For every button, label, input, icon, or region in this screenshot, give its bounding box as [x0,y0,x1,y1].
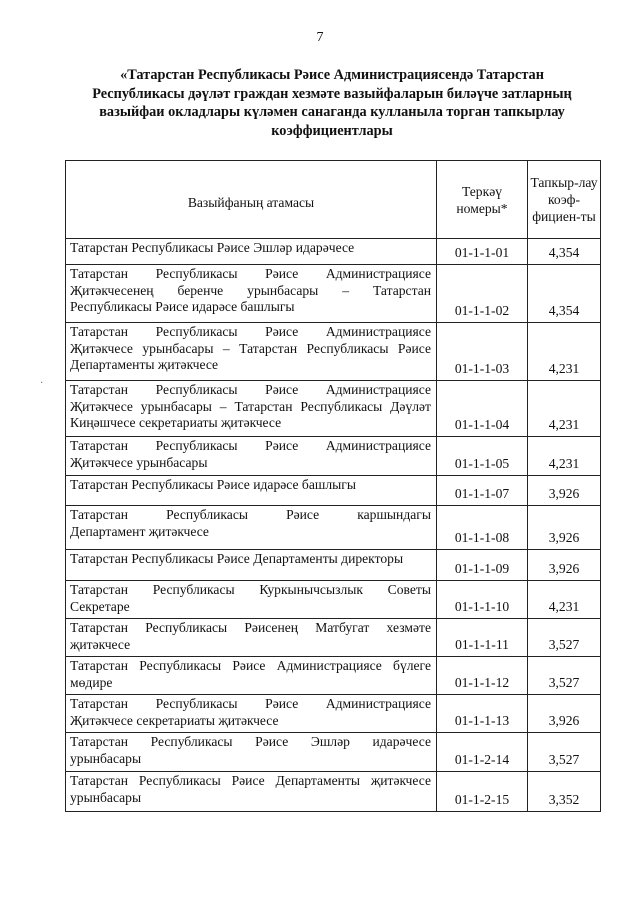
position-name-line: Секретаре [70,598,130,614]
table-row [66,476,601,506]
position-name-cell [66,506,437,550]
position-name-cell [66,239,437,265]
coefficient-cell: 3,527 [528,733,601,772]
title-line: вазыйфаи окладлары күләмен санаганда кулланыла торган тапкырлау [99,104,565,120]
table-row [66,657,601,695]
register-number-cell: 01-1-1-08 [437,506,528,550]
position-name-line: Татарстан Республикасы Рәисе Администрациясе бүлеге [70,658,431,673]
coefficient-cell: 4,231 [528,437,601,476]
position-name-line: Татарстан Республикасы Куркынычсызлык Советы [70,582,431,597]
header-register-number: Теркәү номеры* [437,161,528,239]
position-name-line: Җитәкчесенең беренче урынбасары – Татарстан [70,282,431,298]
position-name-line: Киңәшчесе секретариаты җитәкчесе [70,415,282,430]
register-number-cell: 01-1-1-03 [437,323,528,381]
register-number-cell: 01-1-2-14 [437,733,528,772]
coefficient-cell: 3,527 [528,657,601,695]
scan-mark: · [40,378,44,389]
position-name-cell [66,733,437,772]
position-name-line: Җитәкчесе урынбасары – Татарстан Республикасы Дәүләт [70,398,431,414]
table-header-row [66,161,601,239]
position-name-cell [66,695,437,733]
position-name-cell [66,265,437,323]
position-name-cell [66,381,437,437]
table-row [66,695,601,733]
page-number: 7 [316,30,324,45]
register-number-cell: 01-1-1-12 [437,657,528,695]
table-row [66,506,601,550]
coefficient-cell: 4,231 [528,323,601,381]
position-name-cell [66,476,437,506]
position-name-line: урынбасары [70,750,142,766]
position-name-line: Җитәкчесе урынбасары [70,454,208,470]
title-line: коэффициентлары [271,122,393,139]
position-name-line: Татарстан Республикасы Рәисе Администрациясе [70,266,431,281]
register-number-cell: 01-1-1-11 [437,619,528,657]
header-position-name: Вазыйфаның атамасы [66,161,437,239]
position-name-line: Республикасы Рәисе идарәсе башлыгы [70,299,295,314]
table-row [66,550,601,581]
table-row [66,772,601,812]
position-name-line: Татарстан Республикасы Рәисе Администрациясе [70,324,431,339]
coefficient-cell: 3,527 [528,619,601,657]
position-name-line: Татарстан Республикасы Рәисе Администрациясе [70,438,431,453]
position-name-line: Татарстан Республикасы Рәисе Эшләр идарәчесе [70,240,355,255]
register-number-cell: 01-1-1-05 [437,437,528,476]
table-row [66,581,601,619]
position-name-line: Татарстан Республикасы Рәисе Департаменты җитәкчесе [70,773,431,788]
position-name-cell [66,550,437,581]
position-name-line: Татарстан Республикасы Рәисе Департаменты директоры [70,551,404,566]
position-name-line: Татарстан Республикасы Рәисе Администрациясе [70,696,431,711]
register-number-cell: 01-1-1-10 [437,581,528,619]
table-row [66,437,601,476]
register-number-cell: 01-1-1-13 [437,695,528,733]
table-row [66,323,601,381]
coefficient-cell: 4,231 [528,581,601,619]
position-name-line: Татарстан Республикасы Рәисе каршындагы [70,507,431,522]
coefficients-table [65,160,601,812]
coefficient-cell: 3,352 [528,772,601,812]
register-number-cell: 01-1-1-07 [437,476,528,506]
coefficient-cell: 3,926 [528,476,601,506]
position-name-line: урынбасары [70,789,142,805]
position-name-line: Департамент җитәкчесе [70,523,209,539]
register-number-cell: 01-1-1-04 [437,381,528,437]
table-body [66,239,601,812]
coefficient-cell: 3,926 [528,550,601,581]
position-name-line: Татарстан Республикасы Рәисе Администрациясе [70,382,431,397]
position-name-cell [66,657,437,695]
position-name-cell [66,437,437,476]
position-name-line: мөдире [70,674,113,690]
position-name-cell [66,772,437,812]
position-name-line: Департаменты җитәкчесе [70,357,219,372]
table-row [66,239,601,265]
coefficient-cell: 3,926 [528,506,601,550]
table-row [66,265,601,323]
position-name-line: Татарстан Республикасы Рәисе идарәсе башлыгы [70,477,356,492]
register-number-cell: 01-1-1-09 [437,550,528,581]
table-row [66,619,601,657]
coefficient-cell: 4,231 [528,381,601,437]
table-row [66,733,601,772]
document-title [62,66,602,140]
position-name-line: җитәкчесе [70,636,131,652]
header-coefficient: Тапкыр-лау коэф-фициен-ты [528,161,601,239]
register-number-cell: 01-1-2-15 [437,772,528,812]
register-number-cell: 01-1-1-02 [437,265,528,323]
position-name-cell [66,581,437,619]
title-line: Республикасы дәүләт граждан хезмәте вазыйфаларын биләүче затларның [92,85,572,102]
title-line: «Татарстан Республикасы Рәисе Администрациясендә Татарстан [120,67,544,83]
coefficient-cell: 3,926 [528,695,601,733]
position-name-line: Җитәкчесе урынбасары – Татарстан Республикасы Рәисе [70,340,431,356]
position-name-line: Татарстан Республикасы Рәисенең Матбугат хезмәте [70,620,431,635]
table-row [66,381,601,437]
coefficient-cell: 4,354 [528,265,601,323]
position-name-line: Җитәкчесе секретариаты җитәкчесе [70,712,279,728]
position-name-line: Татарстан Республикасы Рәисе Эшләр идарәчесе [70,734,431,749]
position-name-cell [66,323,437,381]
position-name-cell [66,619,437,657]
register-number-cell: 01-1-1-01 [437,239,528,265]
coefficient-cell: 4,354 [528,239,601,265]
